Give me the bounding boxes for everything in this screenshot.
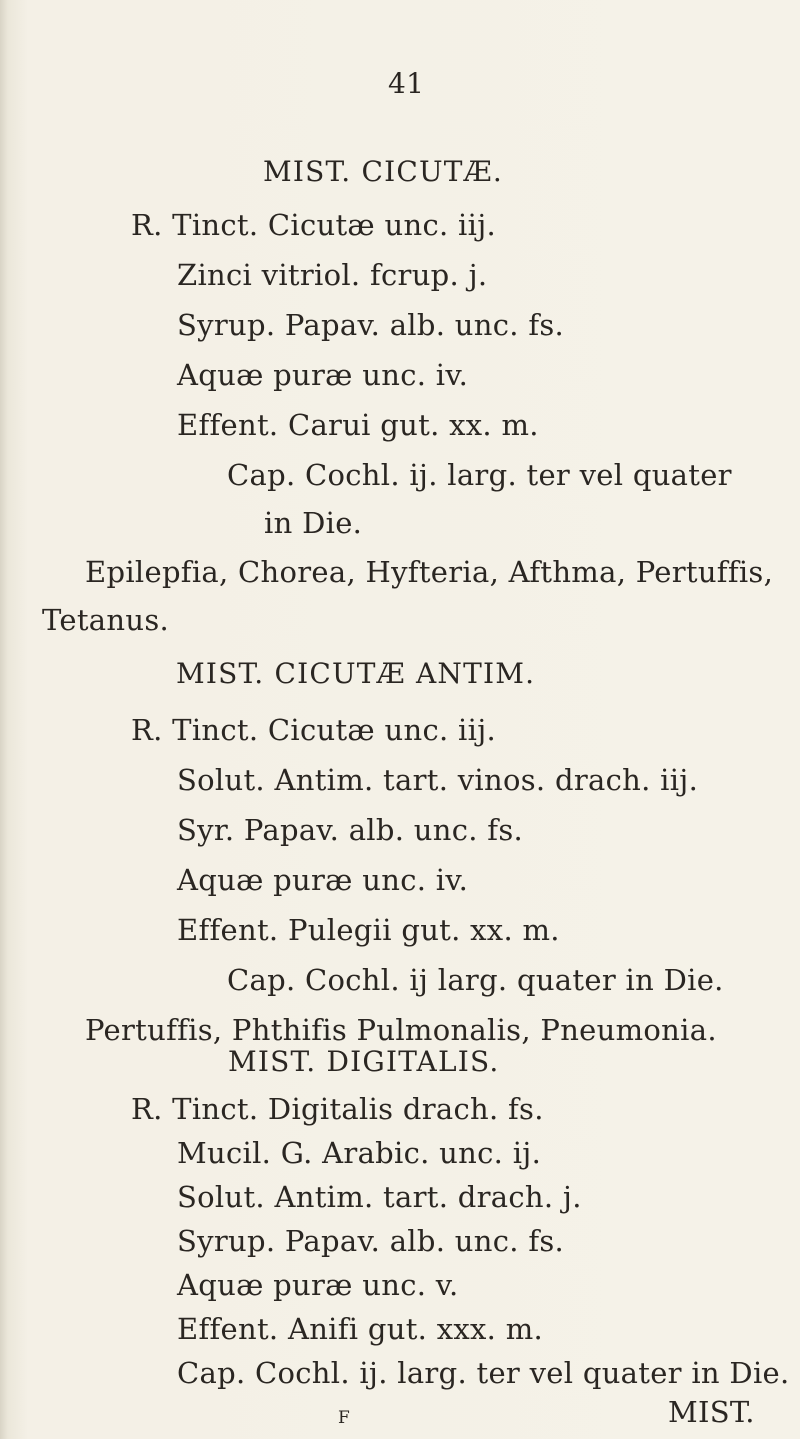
- recipe-line: R. Tinct. Cicutæ unc. iij.: [131, 713, 497, 747]
- recipe-line: Aquæ puræ unc. v.: [177, 1268, 459, 1302]
- recipe-line: Zinci vitriol. fcrup. j.: [177, 258, 488, 292]
- dosage-line: Cap. Cochl. ij. larg. ter vel quater: [227, 458, 732, 492]
- section-heading: MIST. CICUTÆ ANTIM.: [176, 657, 536, 690]
- recipe-line: Effent. Carui gut. xx. m.: [177, 408, 539, 442]
- recipe-line: Solut. Antim. tart. drach. j.: [177, 1180, 582, 1214]
- indications-line: Pertuffis, Phthifis Pulmonalis, Pneumonia.: [85, 1013, 717, 1047]
- recipe-line: Syrup. Papav. alb. unc. fs.: [177, 1224, 565, 1258]
- recipe-line: Solut. Antim. tart. vinos. drach. iij.: [177, 763, 699, 797]
- recipe-line: Effent. Anifi gut. xxx. m.: [177, 1312, 544, 1346]
- catchword: MIST.: [668, 1395, 755, 1429]
- section-heading: MIST. DIGITALIS.: [228, 1045, 500, 1078]
- recipe-line: Syrup. Papav. alb. unc. fs.: [177, 308, 565, 342]
- recipe-line: R. Tinct. Cicutæ unc. iij.: [131, 208, 497, 242]
- indications-line: Tetanus.: [42, 603, 170, 637]
- section-heading: MIST. CICUTÆ.: [263, 155, 503, 188]
- signature-mark: F: [338, 1408, 351, 1428]
- dosage-line: Cap. Cochl. ij. larg. ter vel quater in Die.: [177, 1356, 790, 1390]
- dosage-line: Cap. Cochl. ij larg. quater in Die.: [227, 963, 724, 997]
- indications-line: Epilepfia, Chorea, Hyfteria, Afthma, Pertuffis,: [85, 555, 774, 589]
- recipe-line: Aquæ puræ unc. iv.: [177, 358, 469, 392]
- recipe-line: R. Tinct. Digitalis drach. fs.: [131, 1092, 544, 1126]
- recipe-line: Aquæ puræ unc. iv.: [177, 863, 469, 897]
- recipe-line: Syr. Papav. alb. unc. fs.: [177, 813, 524, 847]
- recipe-line: Mucil. G. Arabic. unc. ij.: [177, 1136, 542, 1170]
- page-number: 41: [388, 67, 425, 100]
- recipe-line: Effent. Pulegii gut. xx. m.: [177, 913, 560, 947]
- dosage-line: in Die.: [264, 506, 363, 540]
